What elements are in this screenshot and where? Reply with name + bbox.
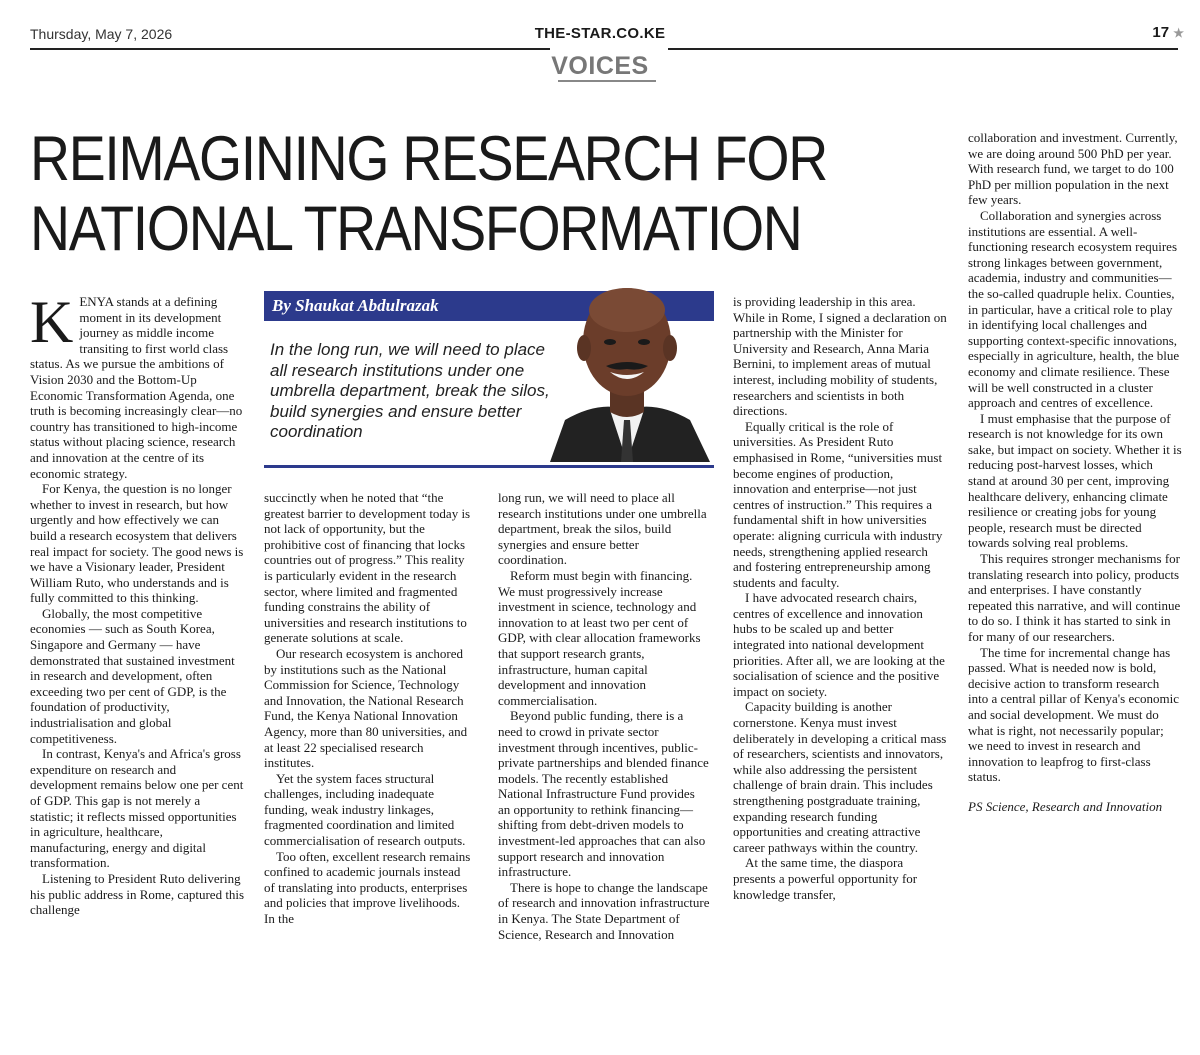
paragraph: Reform must begin with financing. We must progressively increase investment in science, technology and innovation to at least two per cent of GDP, with clear allocation frameworks that support research grants, infrastructure, human capital development and innovation commercialisation. bbox=[498, 567, 701, 708]
headline bbox=[30, 124, 848, 264]
paragraph: collaboration and investment. Currently, we are doing around 500 PhD per year. With research fund, we target to do 100 PhD per million population in the next few years. bbox=[968, 130, 1178, 208]
paragraph: I must emphasise that the purpose of research is not knowledge for its own sake, but impact on society. Whether it is reducing post-harvest losses, which stand at around 30 per cent, improving healthcare delivery, enhancing climate resilience or creating jobs for young people, research must be directed towards solving real problems. bbox=[968, 410, 1182, 551]
column-4 bbox=[733, 294, 948, 902]
header-page-number bbox=[1152, 24, 1184, 41]
paragraph: Capacity building is another cornerstone. Kenya must invest deliberately in developing a critical mass of researchers, scientists and innovators, while also addressing the persistent challenge of brain drain. This includes strengthening postgraduate training, expanding research funding opportunities and creating attractive career pathways within the country. bbox=[733, 699, 947, 855]
column-3 bbox=[498, 490, 710, 942]
paragraph: Equally critical is the role of universities. As President Ruto emphasised in Rome, “universities must become engines of production, innovation and enterprise—not just centres of instruction.” This requires a fundamental shift in how universities operate: aligning curricula with industry needs, strengthening applied research and fostering entrepreneurship among students and faculty. bbox=[733, 418, 943, 590]
paragraph-lead: KENYA stands at a defining moment in its development journey as middle income transiting to first world class status. As we pursue the ambitions of Vision 2030 and the Bottom-Up Economic Transformation Agenda, one truth is becoming increasingly clear—no country has transitioned to high-income status without placing science, research and innovation at the centre of its economic strategy. bbox=[30, 289, 243, 481]
header-rule-left bbox=[30, 48, 550, 50]
paragraph: This requires stronger mechanisms for translating research into policy, products and enterprises. I have constantly repeated this narrative, and will continue to do so. I think it has started to sink in for many of our researchers. bbox=[968, 551, 1181, 644]
column-5 bbox=[968, 130, 1182, 815]
paragraph: long run, we will need to place all research institutions under one umbrella department, break the silos, build synergies and ensure better coordination. bbox=[498, 490, 707, 568]
paragraph: Yet the system faces structural challenges, including inadequate funding, weak industry linkages, fragmented coordination and limited commercialisation of research outputs. bbox=[264, 770, 466, 849]
paragraph: succinctly when he noted that “the greatest barrier to development today is not lack of opportunity, but the prohibitive cost of financing that locks countries out of progress.” This reality is particularly evident in the research sector, where limited and fragmented funding constrains the ability of universities and research institutions to generate solutions at scale. bbox=[264, 490, 471, 646]
paragraph: In contrast, Kenya's and Africa's gross expenditure on research and development remains below one per cent of GDP. This gap is not merely a statistic; it reflects missed opportunities in agriculture, healthcare, manufacturing, energy and digital transformation. bbox=[30, 746, 244, 871]
author-photo bbox=[540, 270, 715, 462]
paragraph: The time for incremental change has passed. What is needed now is bold, decisive action to transform research into a central pillar of Kenya's economic and social development. We must do what is right, not necessarily popular; we need to invest in research and innovation to leapfrog to first-class status. bbox=[968, 644, 1179, 785]
author-signoff: PS Science, Research and Innovation bbox=[968, 798, 1163, 814]
paragraph: Too often, excellent research remains confined to academic journals instead of translating into products, enterprises and policies that improve livelihoods. In the bbox=[264, 848, 471, 927]
header-site[interactable]: THE-STAR.CO.KE bbox=[534, 25, 666, 42]
section-underline bbox=[558, 80, 656, 82]
column-1 bbox=[30, 289, 245, 918]
page-number: 17 bbox=[1152, 24, 1170, 41]
column-2 bbox=[264, 490, 474, 927]
paragraph: Listening to President Ruto delivering his public address in Rome, captured this challenge bbox=[30, 870, 245, 918]
paragraph: Beyond public funding, there is a need to crowd in private sector investment through incentives, public-private partnerships and blended finance models. The recently established National Infrastructure Fund provides an opportunity to rethink financing—shifting from debt-driven models to investment-led approaches that can also support research and innovation infrastructure. bbox=[498, 708, 709, 880]
paragraph: Collaboration and synergies across institutions are essential. A well-functioning research ecosystem requires strong linkages between government, academia, industry and communities—the so-called quadruple helix. Counties, in particular, have a critical role to play in identifying local challenges and supporting context-specific innovations, especially in agriculture, health, the blue economy and climate resilience. These will be well constructed in a cluster approach and centres of excellence. bbox=[968, 207, 1180, 411]
headline-line-1: REIMAGINING RESEARCH FOR bbox=[30, 124, 827, 194]
header-rule-right bbox=[668, 48, 1178, 50]
byline: By Shaukat Abdulrazak bbox=[272, 296, 439, 315]
pull-quote: In the long run, we will need to place all research institutions under one umbrella department, break the silos, build synergies and ensure better coordination bbox=[270, 340, 550, 441]
paragraph: There is hope to change the landscape of research and innovation infrastructure in Kenya. The State Department of Science, Research and Innovation bbox=[498, 879, 710, 942]
paragraph: is providing leadership in this area. While in Rome, I signed a declaration on partnership with the Minister for University and Research, Anna Maria Bernini, to implement areas of mutual interest, including mobility of students, researchers and scientists in both directions. bbox=[733, 294, 947, 419]
paragraph: For Kenya, the question is no longer whether to invest in research, but how urgently and how effectively we can build a research ecosystem that delivers real impact for society. The good news is we have a Visionary leader, President William Ruto, who understands and is fully committed to this thinking. bbox=[30, 481, 244, 606]
header-date: Thursday, May 7, 2026 bbox=[30, 26, 173, 42]
headline-line-2: NATIONAL TRANSFORMATION bbox=[30, 194, 802, 264]
paragraph: Globally, the most competitive economies — such as South Korea, Singapore and Germany — have demonstrated that sustained investment in research and development, often exceeding two per cent of GDP, is the foundation of productivity, industrialisation and global competitiveness. bbox=[30, 605, 235, 746]
paragraph: Our research ecosystem is anchored by institutions such as the National Commission for Science, Technology and Innovation, the National Research Fund, the Kenya National Innovation Agency, more than 80 universities, and at least 22 specialised research institutes. bbox=[264, 645, 468, 771]
drop-cap: K bbox=[30, 289, 74, 355]
section-label: VOICES bbox=[551, 52, 649, 80]
paragraph: At the same time, the diaspora presents a powerful opportunity for knowledge transfer, bbox=[733, 855, 918, 902]
star-icon: ★ bbox=[1173, 26, 1184, 40]
paragraph: I have advocated research chairs, centres of excellence and innovation hubs to be scaled up and better integrated into national development priorities. After all, we are looking at the socialisation of science and the positive impact on society. bbox=[733, 590, 945, 699]
